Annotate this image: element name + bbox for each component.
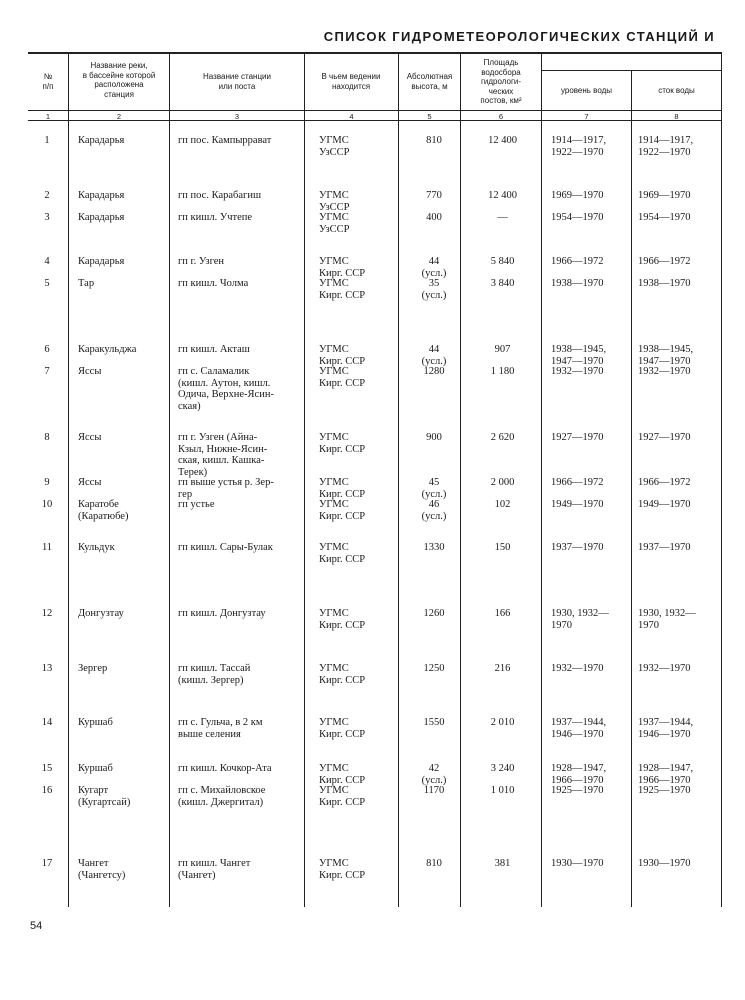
river-name: Карадарья <box>78 190 125 201</box>
station-name: гп с. Гульча, в 2 км выше селения <box>178 717 263 740</box>
catchment-area: 3 840 <box>490 278 515 289</box>
col-number: 5 <box>427 112 432 121</box>
row-number: 1 <box>44 135 50 146</box>
station-name: гп с. Саламалик (кишл. Аутон, кишл. Одича, Верхне-Ясин- ская) <box>178 366 274 412</box>
water-flow-years: 1966—1972 <box>638 256 691 267</box>
header-water-flow: сток воды <box>658 86 695 95</box>
catchment-area: 1 010 <box>490 785 515 796</box>
river-name: Карадарья <box>78 135 125 146</box>
water-flow-years: 1927—1970 <box>638 432 691 443</box>
river-name: Тар <box>78 278 95 289</box>
water-flow-years: 1966—1972 <box>638 477 691 488</box>
water-flow-years: 1932—1970 <box>638 663 691 674</box>
water-flow-years: 1937—1970 <box>638 542 691 553</box>
station-name: гп пос. Карабагиш <box>178 190 262 201</box>
water-level-years: 1938—1970 <box>551 278 604 289</box>
catchment-area: 2 620 <box>490 432 515 443</box>
row-number: 14 <box>41 717 53 728</box>
header-bottom-rule <box>28 110 722 111</box>
catchment-area: 150 <box>494 542 511 553</box>
river-name: Яссы <box>78 432 102 443</box>
header-altitude: Абсолютная высота, м <box>406 72 453 91</box>
col-number: 1 <box>45 112 51 121</box>
catchment-area: 12 400 <box>488 190 517 201</box>
organization: УГМС Кирг. ССР <box>319 477 366 500</box>
altitude: 1250 <box>423 663 445 674</box>
water-level-years: 1937—1944, 1946—1970 <box>551 717 607 740</box>
water-level-years: 1966—1972 <box>551 256 604 267</box>
river-name: Карадарья <box>78 256 125 267</box>
water-flow-years: 1930—1970 <box>638 858 691 869</box>
organization: УГМС Кирг. ССР <box>319 717 366 740</box>
row-number: 3 <box>44 212 50 223</box>
organization: УГМС Кирг. ССР <box>319 432 366 455</box>
header-organization: В чьем ведении находится <box>321 72 381 91</box>
altitude: 770 <box>426 190 442 201</box>
water-flow-years: 1925—1970 <box>638 785 691 796</box>
organization: УГМС Кирг. ССР <box>319 499 366 522</box>
station-name: гп г. Узген (Айна- Кзыл, Нижне-Ясин- ская, кишл. Кашка- Терек) <box>178 432 268 478</box>
row-number: 12 <box>41 608 53 619</box>
row-number: 16 <box>41 785 53 796</box>
altitude: 35 (усл.) <box>421 278 447 301</box>
altitude: 810 <box>426 858 442 869</box>
organization: УГМС Кирг. ССР <box>319 858 366 881</box>
water-level-years: 1914—1917, 1922—1970 <box>551 135 607 158</box>
water-flow-years: 1932—1970 <box>638 366 691 377</box>
water-level-years: 1969—1970 <box>551 190 604 201</box>
col-number: 4 <box>349 112 354 121</box>
catchment-area: — <box>497 212 508 223</box>
altitude: 1280 <box>423 366 445 377</box>
water-flow-years: 1949—1970 <box>638 499 691 510</box>
altitude: 900 <box>426 432 442 443</box>
river-name: Яссы <box>78 366 102 377</box>
organization: УГМС Кирг. ССР <box>319 344 366 367</box>
header-no: № п/п <box>42 72 54 91</box>
catchment-area: 2 000 <box>490 477 515 488</box>
altitude: 1330 <box>423 542 445 553</box>
col-rule-6 <box>541 52 542 907</box>
catchment-area: 5 840 <box>490 256 515 267</box>
water-flow-years: 1928—1947, 1966—1970 <box>638 763 694 786</box>
organization: УГМС Кирг. ССР <box>319 663 366 686</box>
catchment-area: 166 <box>494 608 511 619</box>
table-top-rule <box>28 52 722 54</box>
row-number: 9 <box>44 477 50 488</box>
water-flow-years: 1969—1970 <box>638 190 691 201</box>
river-name: Яссы <box>78 477 102 488</box>
header-water-level: уровень воды <box>560 86 613 95</box>
altitude: 810 <box>426 135 442 146</box>
station-name: гп пос. Кампыррават <box>178 135 272 146</box>
altitude: 45 (усл.) <box>421 477 447 500</box>
water-level-years: 1938—1945, 1947—1970 <box>551 344 607 367</box>
row-number: 5 <box>44 278 50 289</box>
station-name: гп г. Узген <box>178 256 225 267</box>
catchment-area: 12 400 <box>488 135 517 146</box>
water-level-years: 1966—1972 <box>551 477 604 488</box>
organization: УГМС Кирг. ССР <box>319 542 366 565</box>
water-level-years: 1932—1970 <box>551 366 604 377</box>
water-level-years: 1937—1970 <box>551 542 604 553</box>
organization: УГМС УзССР <box>319 135 350 158</box>
col-number: 3 <box>234 112 240 121</box>
altitude: 1260 <box>423 608 445 619</box>
altitude: 42 (усл.) <box>421 763 447 786</box>
organization: УГМС Кирг. ССР <box>319 785 366 808</box>
river-name: Карадарья <box>78 212 125 223</box>
station-name: гп с. Михайловское (кишл. Джергитал) <box>178 785 266 808</box>
organization: УГМС Кирг. ССР <box>319 763 366 786</box>
water-level-years: 1927—1970 <box>551 432 604 443</box>
altitude: 44 (усл.) <box>421 256 447 279</box>
station-name: гп кишл. Акташ <box>178 344 250 355</box>
page-number: 54 <box>30 920 43 932</box>
row-number: 15 <box>41 763 53 774</box>
river-name: Зергер <box>78 663 108 674</box>
altitude: 46 (усл.) <box>421 499 447 522</box>
altitude: 1170 <box>423 785 445 796</box>
col-rule-5 <box>460 52 461 907</box>
stations-table <box>28 52 722 910</box>
river-name: Донгузтау <box>78 608 124 619</box>
row-number: 13 <box>41 663 53 674</box>
station-name: гп кишл. Сары-Булак <box>178 542 273 553</box>
header-station: Название станции или поста <box>203 72 271 91</box>
col-rule-1 <box>68 52 69 907</box>
catchment-area: 102 <box>494 499 511 510</box>
header-river: Название реки, в бассейне которой расположена станция <box>82 61 156 99</box>
water-level-years: 1930, 1932— 1970 <box>551 608 609 631</box>
organization: УГМС Кирг. ССР <box>319 278 366 301</box>
col-rule-7 <box>631 70 632 907</box>
organization: УГМС УзССР <box>319 190 350 213</box>
col-number: 2 <box>116 112 122 121</box>
catchment-area: 216 <box>494 663 511 674</box>
water-level-years: 1949—1970 <box>551 499 604 510</box>
catchment-area: 1 180 <box>490 366 515 377</box>
col-rule-8 <box>721 52 722 907</box>
water-flow-years: 1937—1944, 1946—1970 <box>638 717 694 740</box>
altitude: 44 (усл.) <box>421 344 447 367</box>
row-number: 11 <box>41 542 53 553</box>
station-name: гп кишл. Чангет (Чангет) <box>178 858 251 881</box>
catchment-area: 2 010 <box>490 717 515 728</box>
river-name: Каракульджа <box>78 344 137 355</box>
river-name: Куршаб <box>78 763 113 774</box>
water-flow-years: 1930, 1932— 1970 <box>638 608 696 631</box>
row-number: 4 <box>44 256 50 267</box>
row-number: 17 <box>41 858 53 869</box>
water-flow-years: 1914—1917, 1922—1970 <box>638 135 694 158</box>
station-name: гп кишл. Учтепе <box>178 212 253 223</box>
row-number: 8 <box>44 432 50 443</box>
water-flow-years: 1938—1945, 1947—1970 <box>638 344 694 367</box>
altitude: 1550 <box>423 717 445 728</box>
river-name: Кульдук <box>78 542 115 553</box>
organization: УГМС Кирг. ССР <box>319 256 366 279</box>
water-level-years: 1928—1947, 1966—1970 <box>551 763 607 786</box>
station-name: гп кишл. Чолма <box>178 278 249 289</box>
water-level-years: 1932—1970 <box>551 663 604 674</box>
station-name: гп кишл. Донгузтау <box>178 608 266 619</box>
river-name: Куршаб <box>78 717 113 728</box>
organization: УГМС Кирг. ССР <box>319 366 366 389</box>
page-title: СПИСОК ГИДРОМЕТЕОРОЛОГИЧЕСКИХ СТАНЦИЙ И <box>323 29 715 44</box>
col-number: 6 <box>498 112 504 121</box>
catchment-area: 381 <box>494 858 511 869</box>
water-flow-years: 1954—1970 <box>638 212 691 223</box>
station-name: гп выше устья р. Зер- гер <box>178 477 274 500</box>
altitude: 400 <box>426 212 442 223</box>
col-number: 7 <box>584 112 589 121</box>
water-level-years: 1930—1970 <box>551 858 604 869</box>
river-name: Каратобе (Каратюбе) <box>78 499 129 522</box>
river-name: Кугарт (Кугартсай) <box>78 785 131 808</box>
catchment-area: 907 <box>494 344 511 355</box>
station-name: гп кишл. Кочкор-Ата <box>178 763 272 774</box>
station-name: гп кишл. Тассай (кишл. Зергер) <box>178 663 251 686</box>
catchment-area: 3 240 <box>490 763 515 774</box>
row-number: 6 <box>44 344 50 355</box>
water-level-years: 1925—1970 <box>551 785 604 796</box>
row-number: 7 <box>44 366 50 377</box>
col-number: 8 <box>674 112 679 121</box>
organization: УГМС УзССР <box>319 212 350 235</box>
header-catchment-area: Площадь водосбора гидрологи- ческих постов, км² <box>480 58 522 105</box>
water-level-years: 1954—1970 <box>551 212 604 223</box>
row-number: 2 <box>44 190 50 201</box>
station-name: гп устье <box>178 499 215 510</box>
river-name: Чангет (Чангетсу) <box>78 858 126 881</box>
organization: УГМС Кирг. ССР <box>319 608 366 631</box>
water-flow-years: 1938—1970 <box>638 278 691 289</box>
row-number: 10 <box>41 499 53 510</box>
